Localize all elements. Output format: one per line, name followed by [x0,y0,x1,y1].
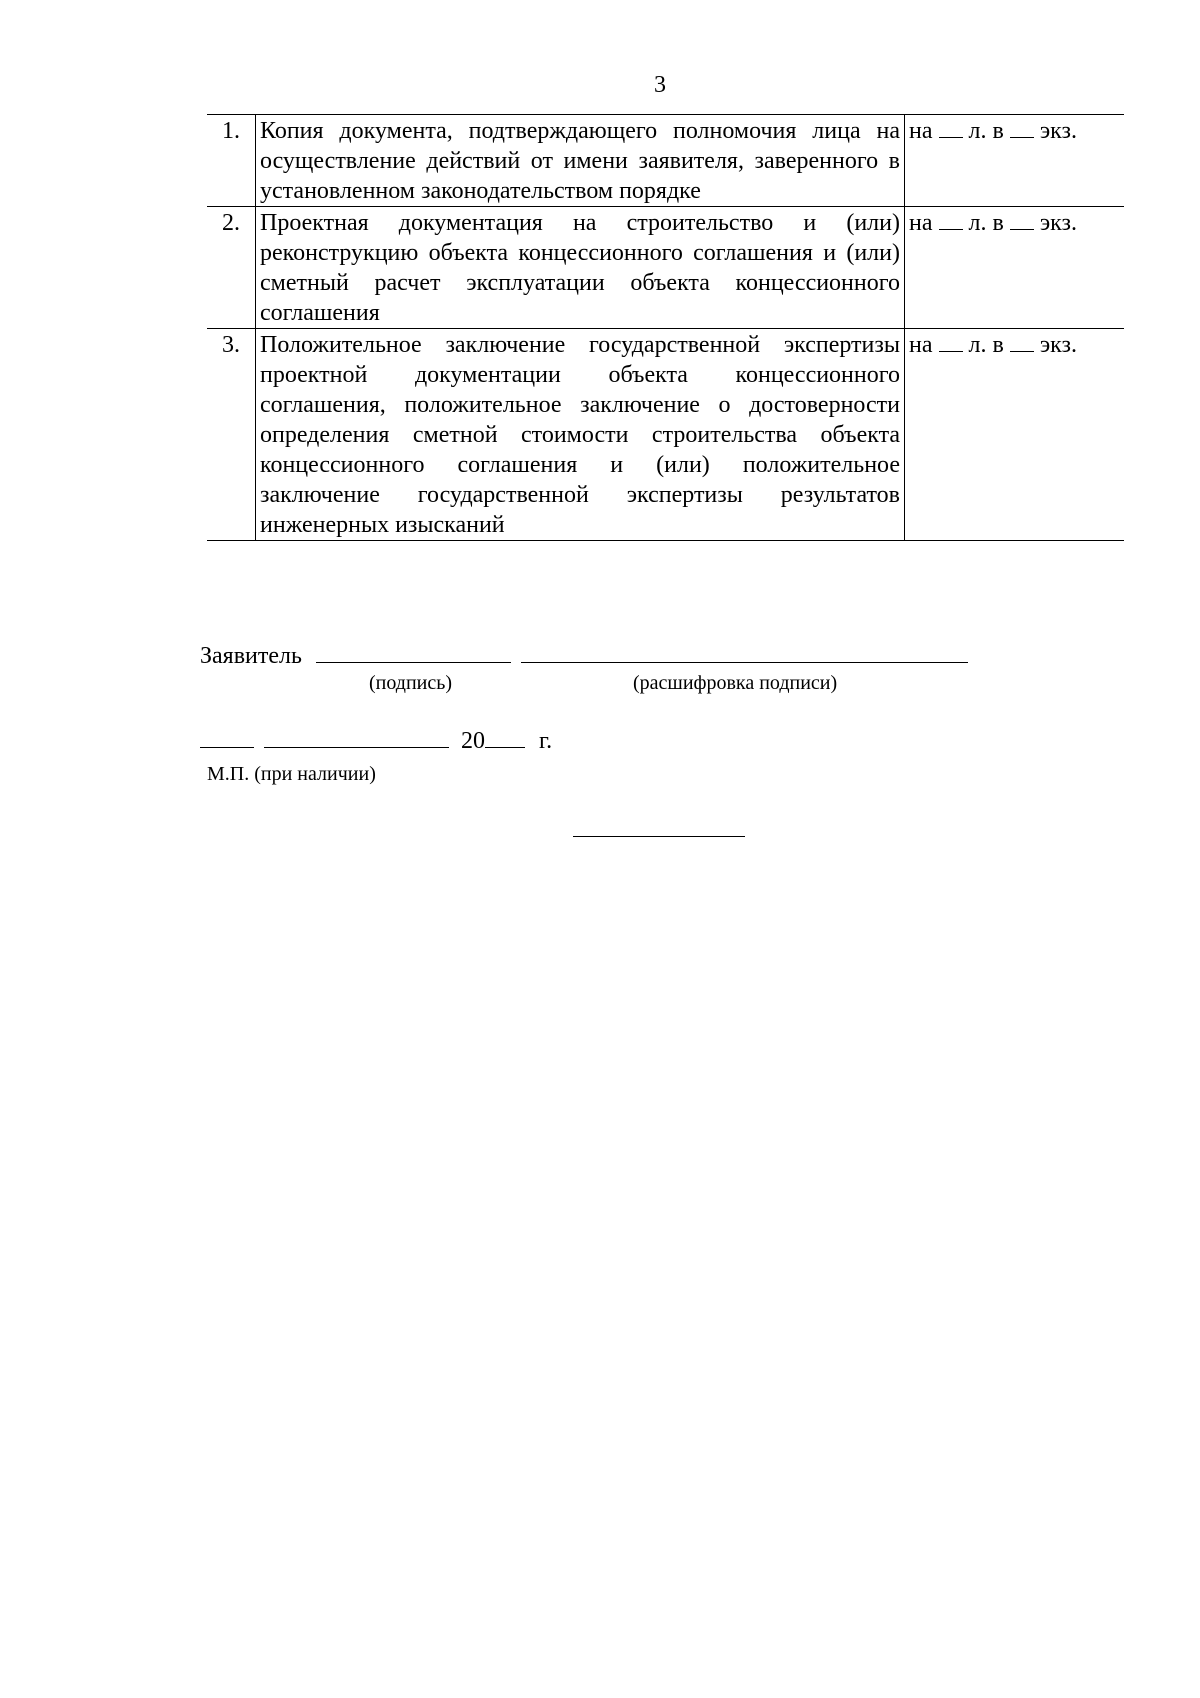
table-row [207,115,1124,207]
date-year-line[interactable] [485,725,525,748]
date-day-line[interactable] [200,725,254,748]
qty-mid: л. в [968,118,1004,144]
sheets-blank[interactable] [939,331,963,352]
page-number: 3 [654,72,666,98]
date-month-line[interactable] [264,725,449,748]
qty-prefix: на [909,332,933,358]
copies-blank[interactable] [1010,117,1034,138]
row-description: Копия документа, подтверждающего полномочия лица на осуществление действий от имени заявителя, заверенного в установленном законодательством порядке [256,115,905,207]
row-number: 2. [207,207,256,329]
date-year-suffix: г. [539,728,553,754]
row-quantity [905,207,1125,329]
signature-row [200,640,968,670]
copies-blank[interactable] [1010,209,1034,230]
table-row [207,329,1124,541]
row-number: 1. [207,115,256,207]
row-description: Положительное заключение государственной экспертизы проектной документации объекта концессионного соглашения, положительное заключение о достоверности определения сметной стоимости строительства объекта концессионного соглашения и (или) положительное заключение государственной экспертизы результатов инженерных изысканий [256,329,905,541]
row-quantity [905,115,1125,207]
table-row [207,207,1124,329]
qty-prefix: на [909,210,933,236]
copies-blank[interactable] [1010,331,1034,352]
qty-prefix: на [909,118,933,144]
signature-caption: (подпись) [369,672,453,694]
signature-line[interactable] [316,640,511,663]
signature-decoding-caption: (расшифровка подписи) [633,672,838,694]
stamp-note: М.П. (при наличии) [207,763,376,785]
row-quantity [905,329,1125,541]
qty-suffix: экз. [1039,118,1077,144]
date-year-prefix: 20 [461,728,485,754]
sheets-blank[interactable] [939,209,963,230]
qty-suffix: экз. [1039,332,1077,358]
sheets-blank[interactable] [939,117,963,138]
applicant-label: Заявитель [200,643,302,669]
row-number: 3. [207,329,256,541]
row-description: Проектная документация на строительство и (или) реконструкцию объекта концессионного соглашения и (или) сметный расчет эксплуатации объекта концессионного соглашения [256,207,905,329]
documents-table [207,114,1124,541]
end-rule [573,836,745,837]
qty-suffix: экз. [1039,210,1077,236]
documents-table-body [207,115,1124,541]
qty-mid: л. в [968,210,1004,236]
signature-decoding-line[interactable] [521,640,968,663]
qty-mid: л. в [968,332,1004,358]
date-row [200,725,552,755]
